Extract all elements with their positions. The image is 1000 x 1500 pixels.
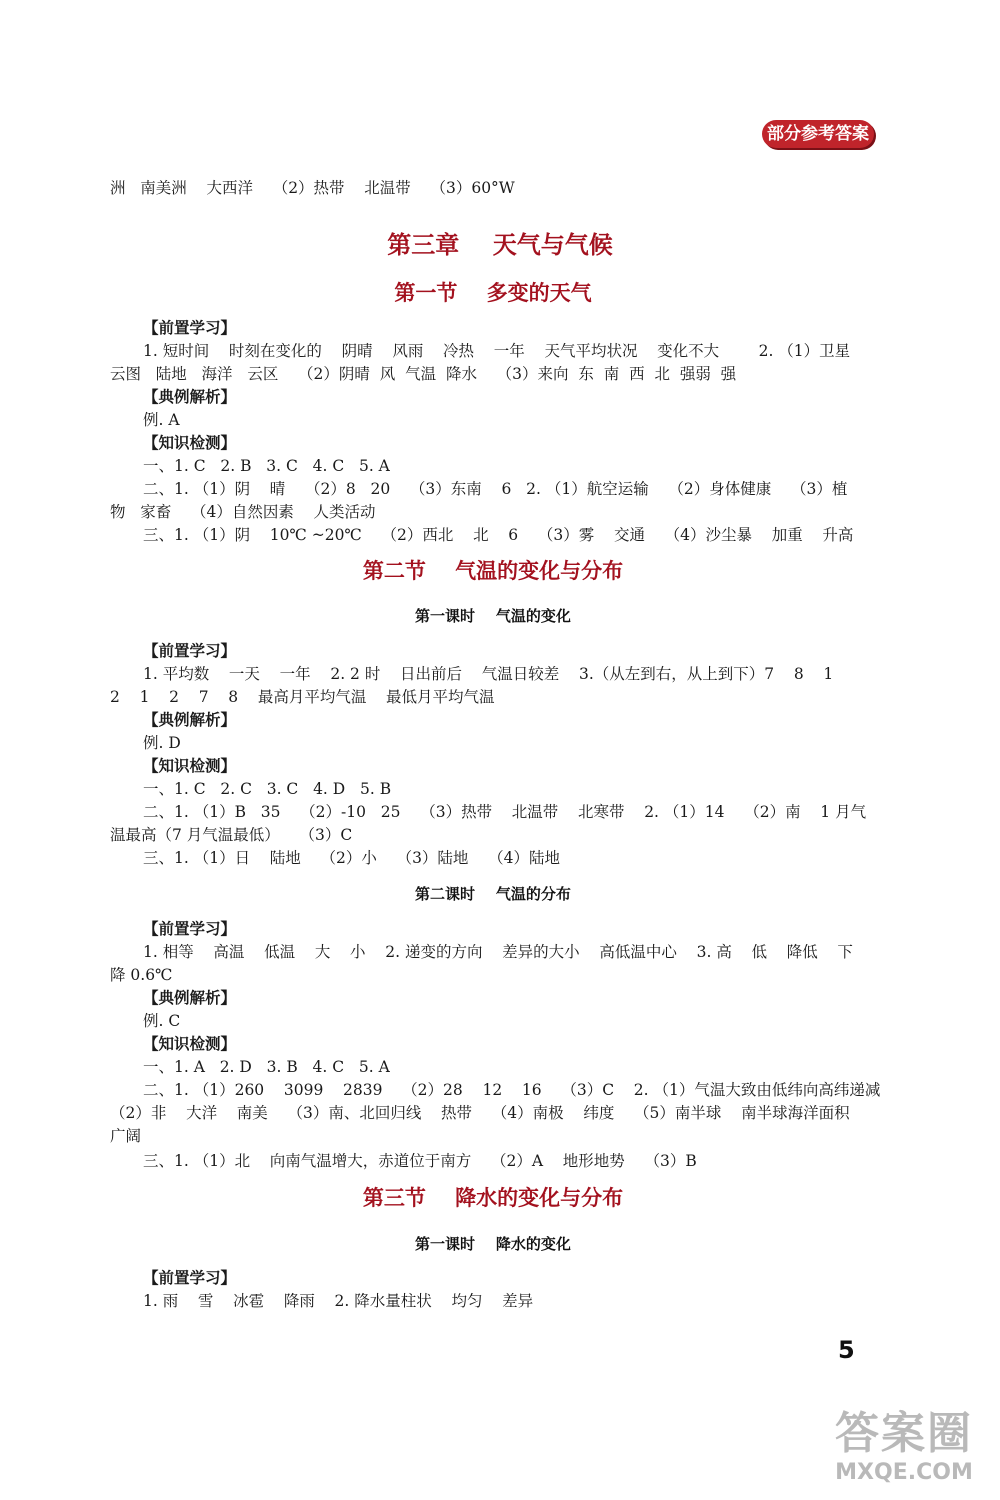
watermark-logo: 答案圈 (835, 1408, 973, 1459)
answer-line: 云图 陆地 海洋 云区 （2）阴晴 风 气温 降水 （3）来向 东 南 西 北 强弱 强 (110, 365, 737, 383)
answer-line: 温最高（7 月气温最低） （3）C (110, 826, 353, 844)
answer-line: 一、1. C 2. C 3. C 4. D 5. B (143, 780, 392, 798)
page-number: 5 (838, 1336, 855, 1364)
answer-line: 例. C (143, 1012, 181, 1030)
answer-line: （2）非 大洋 南美 （3）南、北回归线 热带 （4）南极 纬度 （5）南半球 南半球海洋面积 (110, 1104, 850, 1122)
label-preview-study: 【前置学习】 (143, 318, 237, 337)
lesson-title: 第一课时 降水的变化 (415, 1235, 571, 1253)
label-knowledge-check: 【知识检测】 (143, 433, 237, 452)
answer-line: 例. A (143, 411, 180, 429)
answer-line: 1. 相等 高温 低温 大 小 2. 递变的方向 差异的大小 高低温中心 3. 高 低 降低 下 (143, 943, 853, 961)
label-preview-study: 【前置学习】 (143, 641, 237, 660)
section-title-1: 第一节 多变的天气 (394, 281, 592, 305)
section-title-2: 第二节 气温的变化与分布 (362, 559, 624, 583)
section-title-3: 第三节 降水的变化与分布 (362, 1186, 624, 1210)
answer-line: 1. 雨 雪 冰雹 降雨 2. 降水量柱状 均匀 差异 (143, 1292, 534, 1310)
answer-line: 二、1. （1）阴 晴 （2）8 20 （3）东南 6 2. （1）航空运输 （2）身体健康 （3）植 (143, 480, 848, 498)
answer-line: 物 家畜 （4）自然因素 人类活动 (110, 503, 376, 521)
continued-answer-line: 洲 南美洲 大西洋 （2）热带 北温带 （3）60°W (110, 179, 515, 197)
answer-line: 二、1. （1）260 3099 2839 （2）28 12 16 （3）C 2. （1）气温大致由低纬向高纬递减 (143, 1081, 881, 1099)
label-preview-study: 【前置学习】 (143, 919, 237, 938)
answer-line: 一、1. A 2. D 3. B 4. C 5. A (143, 1058, 390, 1076)
answer-line: 1. 短时间 时刻在变化的 阴晴 风雨 冷热 一年 天气平均状况 变化不大 2. （1）卫星 (143, 342, 851, 360)
answer-key-badge: 部分参考答案 (762, 120, 874, 148)
answer-line: 三、1. （1）北 向南气温增大，赤道位于南方 （2）A 地形地势 （3）B (143, 1152, 697, 1170)
answer-line: 1. 平均数 一天 一年 2. 2 时 日出前后 气温日较差 3.（从左到右，从上到下）7 8 1 (143, 665, 834, 683)
label-example-analysis: 【典例解析】 (143, 387, 237, 406)
label-example-analysis: 【典例解析】 (143, 710, 237, 729)
answer-line: 广阔 (110, 1127, 142, 1145)
answer-line: 二、1. （1）B 35 （2）-10 25 （3）热带 北温带 北寒带 2. （1）14 （2）南 1 月气 (143, 803, 867, 821)
lesson-title: 第二课时 气温的分布 (415, 885, 571, 903)
label-example-analysis: 【典例解析】 (143, 988, 237, 1007)
chapter-title: 第三章 天气与气候 (387, 231, 613, 259)
answer-line: 三、1. （1）日 陆地 （2）小 （3）陆地 （4）陆地 (143, 849, 560, 867)
answer-line: 2 1 2 7 8 最高月平均气温 最低月平均气温 (110, 688, 495, 706)
watermark (818, 1408, 990, 1494)
label-knowledge-check: 【知识检测】 (143, 756, 237, 775)
label-preview-study: 【前置学习】 (143, 1268, 237, 1287)
label-knowledge-check: 【知识检测】 (143, 1034, 237, 1053)
answer-line: 降 0.6℃ (110, 966, 173, 984)
answer-line: 一、1. C 2. B 3. C 4. C 5. A (143, 457, 390, 475)
answer-line: 三、1. （1）阴 10℃ ~20℃ （2）西北 北 6 （3）雾 交通 （4）沙尘暴 加重 升高 (143, 526, 854, 544)
lesson-title: 第一课时 气温的变化 (415, 607, 571, 625)
watermark-url: MXQE.COM (835, 1460, 973, 1485)
answer-line: 例. D (143, 734, 181, 752)
